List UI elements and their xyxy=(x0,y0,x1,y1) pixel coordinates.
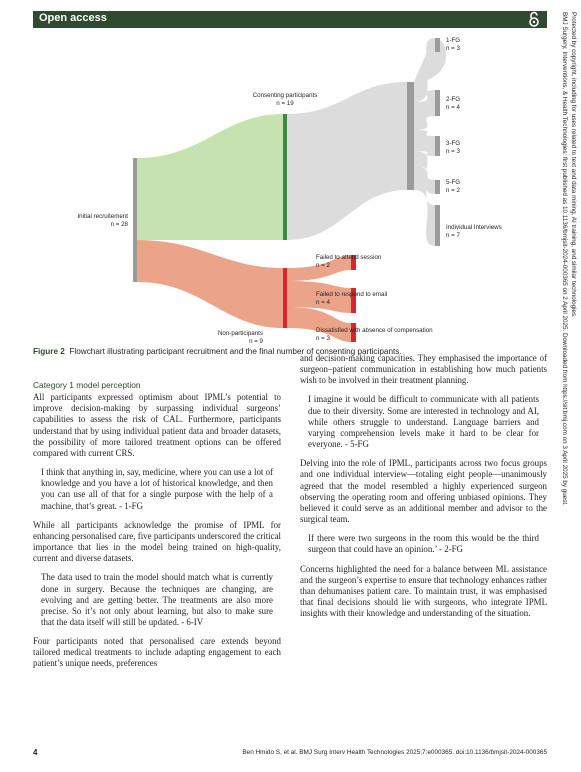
flow-initial-to-consenting xyxy=(137,114,283,240)
figure-caption-text: Flowchart illustrating participant recruitment and the final number of consenting participants. xyxy=(69,347,402,356)
label-dissat-n: n = 3 xyxy=(316,335,330,342)
paragraph: Four participants noted that personalised care extends beyond tailored medical treatments to include adapting engagement to each patient’s unique needs, preferences xyxy=(33,636,281,669)
node-split-bar xyxy=(407,82,414,190)
label-email-name: Failed to respond to email xyxy=(316,291,388,298)
copyright-sidebar xyxy=(556,8,581,748)
quote: The data used to train the model should match what is currently done in surgery. Because the techniques are changing, are evolving and are getting better. The treatments are also more precise. So it’s not only about learning, but also to make sure that the data itself will still be updated. - 6-IV xyxy=(41,572,273,627)
flow-consenting-to-split xyxy=(287,82,407,240)
label-attend-n: n = 2 xyxy=(316,262,330,269)
page-number: 4 xyxy=(33,748,38,757)
label-non-n: n = 9 xyxy=(249,338,263,345)
node-consenting-bar xyxy=(283,114,287,240)
node-fg3-bar xyxy=(435,136,440,156)
label-fg3-name: 3-FG xyxy=(446,140,461,147)
sidebar-line-2: Protected by copyright, including for uses related to text and data mining, AI training, and similar technologies. xyxy=(570,12,577,318)
label-consenting-n: n = 19 xyxy=(276,100,294,107)
node-initial-bar xyxy=(133,158,137,282)
label-email-n: n = 4 xyxy=(316,299,330,306)
label-consenting-name: Consenting participants xyxy=(252,92,318,99)
node-fg5-bar xyxy=(435,180,440,194)
page-footer xyxy=(33,749,547,759)
label-attend-name: Failed to attend session xyxy=(316,254,382,261)
section-heading: Category 1 model perception xyxy=(33,380,141,390)
banner-title: Open access xyxy=(39,12,107,24)
text-column-right xyxy=(300,353,547,627)
quote: I imagine it would be difficult to communicate with all patients due to their diversity. Some are interested in technology and AI, while others struggle to understand. Language barriers and varying comprehension levels make it hard to be clear for everyone. - 5-FG xyxy=(308,394,539,450)
label-initial-name: Initial recruitement xyxy=(77,213,128,220)
sidebar-line-1: BMJ Surgery, Interventions, & Health Technologies: first published as 10.1136/bmjsit-2024-000365 on 2 April 2025. Downloaded from https://sit.bmj.com on 3 April 2025 by guest. xyxy=(561,12,568,506)
label-fg2-n: n = 4 xyxy=(446,104,460,111)
quote: If there were two surgeons in the room this would be the third surgeon that could have an opinion.’ - 2-FG xyxy=(308,533,539,555)
label-fg5-n: n = 2 xyxy=(446,187,460,194)
open-access-banner xyxy=(33,11,547,28)
paragraph: Delving into the role of IPML, participants across two focus groups and one individual interview—totaling eight people—unanimously agreed that the model resembled a highly experienced surgeon observing the operating room and offering unbiased opinions. They believed it could serve as an additional member and advisor to the surgical team. xyxy=(300,458,547,525)
figure-caption-label: Figure 2 xyxy=(33,347,65,356)
label-non-name: Non-participants xyxy=(217,330,263,337)
label-fg5-name: 5-FG xyxy=(446,179,461,186)
label-fg1-name: 1-FG xyxy=(446,37,461,44)
node-non-bar xyxy=(283,268,287,328)
label-initial-n: n = 28 xyxy=(110,221,128,228)
node-fg2-bar xyxy=(435,90,440,116)
quote: I think that anything in, say, medicine, where you can use a lot of knowledge and you have a lot of historical knowledge, and then you can use all of that for a single purpose with the help of a machine, that’s great. - 1-FG xyxy=(41,467,273,511)
label-fg3-n: n = 3 xyxy=(446,148,460,155)
label-fg2-name: 2-FG xyxy=(446,96,461,103)
footer-citation: Ben Hmido S, et al. BMJ Surg Interv Health Technologies 2025;7:e000365. doi:10.1136/bmjsit-2024-000365 xyxy=(242,749,547,756)
open-access-lock-icon xyxy=(527,11,541,28)
paragraph: While all participants acknowledge the promise of IPML for enhancing personalised care, five participants underscored the critical importance that lies in the model being trained on high-quality, current and diverse datasets. xyxy=(33,519,281,564)
label-interviews-n: n = 7 xyxy=(446,232,460,239)
label-dissat-name: Dissatisfied with absence of compensation xyxy=(316,327,433,334)
paragraph: Concerns highlighted the need for a balance between ML assistance and the surgeon’s expertise to ensure that technology enhances rather than dehumanises patient care. To maintain trust, it was emphasised that final decisions should lie with surgeons, who integrate IPML insights with their knowledge and understanding of the situation. xyxy=(300,563,547,619)
paragraph: All participants expressed optimism about IPML’s potential to improve decision-making by surpassing individual surgeons’ capabilities to assess the risk of CAL. Furthermore, participants understand that by using individual patient data and broader datasets, the possibility of more tailored treatment options can be offered compared with current CRS. xyxy=(33,392,281,458)
flow-initial-to-non xyxy=(137,240,283,328)
label-interviews-name: Individual Interviews xyxy=(446,224,502,231)
node-interviews-bar xyxy=(435,205,440,246)
recruitment-flowchart xyxy=(33,30,547,346)
flow-split-interviews xyxy=(414,165,435,246)
node-fg1-bar xyxy=(435,38,440,52)
paragraph: and decision-making capacities. They emphasised the importance of surgeon–patient communication in establishing how much patients wish to be involved in their treatment planning. xyxy=(300,353,547,386)
text-column-left xyxy=(33,380,281,678)
label-fg1-n: n = 3 xyxy=(446,45,460,52)
